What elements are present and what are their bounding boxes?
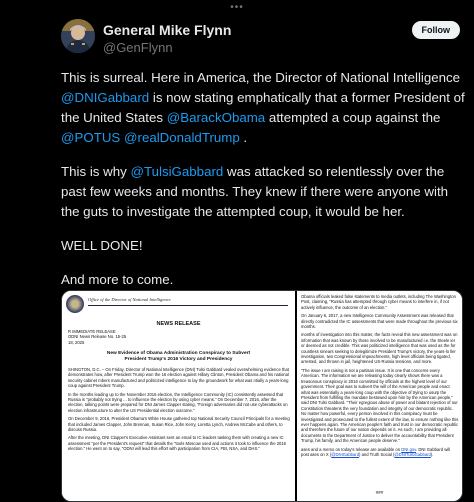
body-paragraph: months of investigation into this matter, the facts reveal this new assessment was on information that was known by those involved to be manufactured i.e. the Steele ier or deemed as not credible. This was politicized intelligence that was used as the for countless smears seeking to delegitimize President Trump's victory, the years-lo ller investigation, two Congressional impeachments, high level officials being tigated, arrested, and thrown in jail, heightened US-Russia tensions, and more. <box>301 332 458 365</box>
news-release-heading: NEWS RELEASE <box>156 321 201 327</box>
release-meta <box>68 329 126 345</box>
end-marker: ### <box>375 490 384 495</box>
body-paragraph: In the months leading up to the November 2016 election, the Intelligence Community (IC) consistently assessed that Russia is "probably not trying ... to influence the election by using cyber means." On December 7, 2016, after the election, talking points were prepared for DNI James Clapper stating, "Foreign adversaries did not use cyberattacks on election infrastructure to alter the US Presidential election outcome." <box>68 391 288 413</box>
text-span: . <box>243 130 248 145</box>
tweet-paragraph-2 <box>61 162 466 222</box>
tweet-paragraph-4: And more to come. <box>61 272 174 287</box>
body-paragraph: On December 9, 2016, President Obama's White House gathered top National Security Council Principals for a meeting that included James Clapper, John Brennan, Susan Rice, John Kerry, Loretta Lynch, Andrew McCabe and others, to discuss Russia. <box>68 416 290 433</box>
more-options-dots[interactable]: ••• <box>230 2 244 13</box>
meta-line: ODNI News Release No. 15-25 <box>68 334 127 340</box>
dni-gov-link[interactable]: DNI.gov <box>401 446 417 452</box>
tweet-paragraph-1 <box>61 68 466 148</box>
body-paragraph: After the meeting, DNI Clapper's Executive Assistant sent an email to IC leaders tasking them with creating a new IC assessment "per the President's request" that details the "tools Moscow used and actions it took to influence the 2016 election." He went on to say, "ODNI will lead this effort with participation from CIA, FBI, NSA, and DHS." <box>68 435 287 452</box>
text-span: ). <box>430 451 434 457</box>
body-paragraph: SHINGTON, D.C. – On Friday, Director of National Intelligence (DNI) Tulsi Gabbard vealed overwhelming evidence that demonstrates how, after President Trump won the 16 election against Hillary Clinton, President Obama and his national security cabinet mbers manufactured and politicized intelligence to lay the groundwork for what was ntially a years-long coup against President Trump. <box>68 367 289 389</box>
meta-line: 18, 2025 <box>68 339 85 345</box>
release-title <box>62 351 295 363</box>
x-handle-link[interactable]: @DNIGabbard <box>331 451 360 457</box>
follow-button[interactable]: Follow <box>412 21 461 39</box>
tweet-paragraph-3: WELL DONE! <box>61 238 143 253</box>
author-handle[interactable]: @GenFlynn <box>103 40 173 55</box>
text-span: . DNI Gabbard will post ases on X ( <box>301 446 451 457</box>
text-span: This is surreal. Here in America, the Director of National Intelligence <box>61 70 461 85</box>
text-span: ) and Truth Social ( <box>359 451 395 457</box>
release-body <box>68 367 290 455</box>
office-header: Office of the Director of National Intelligence <box>88 297 171 302</box>
author-block <box>103 22 231 56</box>
mention-link[interactable]: @realDonaldTrump <box>124 130 240 145</box>
document-page-right[interactable] <box>297 291 462 501</box>
mention-link[interactable]: @DNIGabbard <box>61 90 150 105</box>
body-paragraph <box>301 447 459 458</box>
truth-social-link[interactable]: @DNITulsiGabbard <box>394 451 431 457</box>
title-line: New Evidence of Obama Administration Conspiracy to Subvert <box>106 351 251 356</box>
body-paragraph: "The issue I am raising is not a partisan issue. It is one that concerns every American. The information we are releasing today clearly shows there was a treasonous conspiracy in 2016 committed by officials at the highest level of our government. Their goal was to subvert the will of the American people and enact what was essentially a years-long coup with the objective of trying to usurp the President from fulfilling the mandate bestowed upon him by the American people," said DNI Tulsi Gabbard. "Their egregious abuse of power and blatant rejection of our Constitution threatens the very foundation and integrity of our democratic republic. No matter how powerful, every person involved in this conspiracy must be investigated and prosecuted to the fullest extent of the law, to ensure nothing like this ever happens again. The American people's faith and trust in our democratic republic and therefore the future of our nation depends on it. As such, I am providing all documents to the Department of Justice to deliver the accountability that President Trump, his family, and the American people deserve." <box>301 367 459 444</box>
text-span: This is why <box>61 164 127 179</box>
media-attachment[interactable] <box>61 290 463 502</box>
body-paragraph: On January 6, 2017, a new Intelligence Community Assessment was released that directly contradicted the IC assessments that were made throughout the previous six months. <box>301 313 458 330</box>
body-paragraph: Obama officials leaked false statements to media outlets, including The Washington Post, claiming, "Russia has attempted through cyber means to interfere in, if not actively influence, the outcome of an election." <box>301 294 456 310</box>
text-span: is now stating emphatically that a former President of the United States <box>61 90 465 125</box>
profile-photo-icon <box>61 19 95 53</box>
meta-line: R IMMEDIATE RELEASE <box>68 329 116 334</box>
avatar[interactable] <box>61 19 95 53</box>
text-span: attempted a coup against the <box>268 110 441 125</box>
text-span: was attacked so relentlessly over the past few weeks and months. They knew if there were anyone with the guts to investigate the attempted coup, it would be her. <box>61 164 449 219</box>
mention-link[interactable]: @TulsiGabbard <box>130 164 224 179</box>
odni-seal-icon <box>66 295 84 313</box>
release-body-continued <box>301 294 459 460</box>
document-page-left[interactable] <box>62 291 295 501</box>
text-span: ases and a memo on today's release are available on <box>301 446 401 452</box>
mention-link[interactable]: @POTUS <box>61 130 121 145</box>
author-name[interactable]: General Mike Flynn <box>103 22 232 38</box>
title-line: President Trump's 2016 Victory and Presidency <box>124 357 233 362</box>
header-rule <box>88 305 288 306</box>
mention-link[interactable]: @BarackObama <box>166 110 266 125</box>
